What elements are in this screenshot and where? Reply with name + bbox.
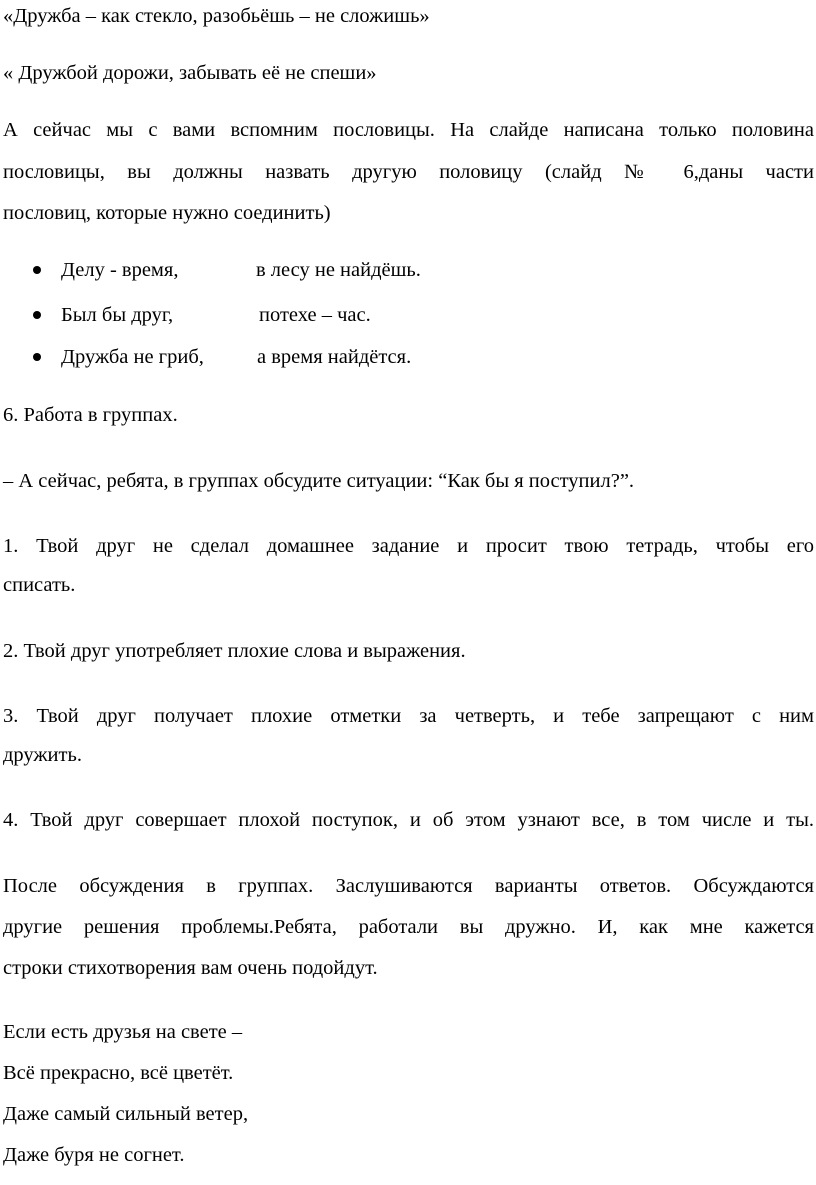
poem-line-4: Даже буря не согнет. [3,1144,185,1166]
proverb-second-half: а время найдётся. [257,346,412,368]
poem-line-2: Всё прекрасно, всё цветёт. [3,1062,234,1084]
proverb-second-half: в лесу не найдёшь. [256,259,421,281]
poem-line-3: Даже самый сильный ветер, [3,1103,249,1125]
proverb-bullet-item [0,303,816,327]
situation-1-line-1: 1. Твой друг не сделал домашнее задание и просит твою тетрадь, чтобы его [3,535,814,557]
situation-4: 4. Твой друг совершает плохой поступок, и об этом узнают все, в том числе и ты. [3,809,814,831]
situation-2: 2. Твой друг употребляет плохие слова и выражения. [3,640,466,662]
proverb-second-half: потехе – час. [259,304,371,326]
conclusion-line-3: строки стихотворения вам очень подойдут. [3,957,378,979]
proverb-1: «Дружба – как стекло, разобьёшь – не сложишь» [3,5,430,27]
poem-line-1: Если есть друзья на свете – [3,1021,243,1043]
intro-line-1: А сейчас мы с вами вспомним пословицы. На слайде написана только половина [3,119,814,141]
proverb-2: « Дружбой дорожи, забывать её не спеши» [3,62,377,84]
conclusion-line-2: другие решения проблемы.Ребята, работали вы дружно. И, как мне кажется [3,916,814,938]
section-heading: 6. Работа в группах. [3,404,178,426]
bullet-icon [33,353,41,361]
bullet-icon [33,266,41,274]
situation-3-line-2: дружить. [3,744,82,766]
intro-line-2: пословицы, вы должны назвать другую половицу (слайд № 6,даны части [3,161,814,183]
proverb-first-half: Делу - время, [61,259,179,281]
intro-line-3: пословиц, которые нужно соединить) [3,202,331,224]
situation-3-line-1: 3. Твой друг получает плохие отметки за четверть, и тебе запрещают с ним [3,705,814,727]
proverb-first-half: Был бы друг, [61,304,174,326]
proverb-bullet-item [0,345,816,369]
bullet-icon [33,311,41,319]
group-prompt: – А сейчас, ребята, в группах обсудите ситуации: “Как бы я поступил?”. [3,470,635,492]
proverb-bullet-item [0,258,816,282]
proverb-first-half: Дружба не гриб, [61,346,204,368]
conclusion-line-1: После обсуждения в группах. Заслушиваются варианты ответов. Обсуждаются [3,875,814,897]
situation-1-line-2: списать. [3,574,76,596]
